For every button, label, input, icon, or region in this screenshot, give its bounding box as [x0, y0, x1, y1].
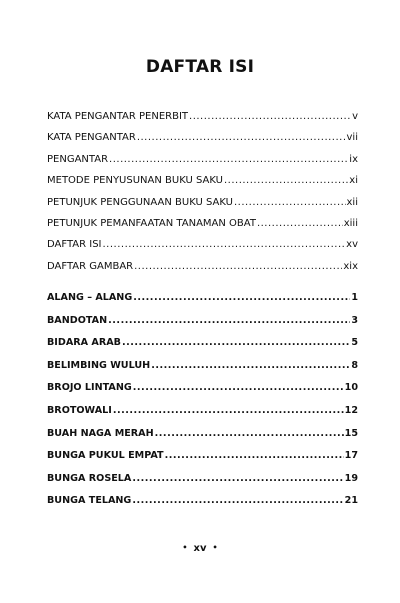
toc-entry[interactable]	[47, 382, 358, 405]
dot-leader	[234, 197, 346, 208]
dot-leader	[103, 239, 346, 250]
toc-entry[interactable]	[47, 315, 358, 338]
bullet-right: •	[212, 543, 218, 552]
toc-entry-label: BELIMBING WULUH	[47, 359, 151, 371]
toc-entry-page: xi	[349, 175, 358, 187]
toc-entry[interactable]	[47, 428, 358, 451]
toc-entry-label: PENGANTAR	[47, 153, 109, 165]
toc-entry-page: ix	[349, 153, 358, 165]
dot-leader	[133, 382, 344, 393]
toc-entry-page: xv	[346, 239, 358, 251]
toc-entry-label: BUNGA ROSELA	[47, 472, 132, 484]
toc-entry-page: 5	[351, 337, 358, 349]
dot-leader	[108, 315, 350, 326]
toc-entry-page: vii	[346, 132, 358, 144]
toc-entry[interactable]	[47, 450, 358, 473]
dot-leader	[189, 111, 351, 122]
toc-entry-page: 19	[344, 472, 358, 484]
toc-entry[interactable]	[47, 132, 358, 153]
toc-entry-label: BUAH NAGA MERAH	[47, 427, 154, 439]
toc-entry-page: v	[352, 111, 358, 122]
toc-entry-page: xii	[346, 196, 358, 208]
page-footer	[0, 543, 400, 554]
toc-entry[interactable]	[47, 405, 358, 428]
toc-entry[interactable]	[47, 154, 358, 175]
toc-entry-label: METODE PENYUSUNAN BUKU SAKU	[47, 175, 223, 187]
toc-entry-page: 3	[351, 314, 358, 326]
toc-entry-label: BROTOWALI	[47, 404, 112, 416]
toc-entry[interactable]	[47, 218, 358, 239]
dot-leader	[122, 337, 350, 348]
page-title: DAFTAR ISI	[145, 57, 255, 77]
toc-entry-label: BUNGA TELANG	[47, 495, 132, 507]
toc-entry-label: DAFTAR ISI	[47, 239, 102, 251]
chapter-list	[47, 292, 358, 518]
dot-leader	[224, 175, 348, 186]
dot-leader	[132, 473, 343, 484]
toc-entry-page: 8	[351, 359, 358, 371]
toc-entry-page: xiii	[343, 217, 358, 229]
toc-entry-label: DAFTAR GAMBAR	[47, 260, 134, 272]
toc-entry[interactable]	[47, 473, 358, 496]
toc-entry[interactable]	[47, 175, 358, 196]
page-number: xv	[193, 543, 207, 554]
toc-entry[interactable]	[47, 495, 358, 518]
dot-leader	[257, 218, 343, 229]
toc-entry-page: 17	[344, 450, 358, 462]
toc-entry[interactable]	[47, 337, 358, 360]
toc-entry[interactable]	[47, 292, 358, 315]
dot-leader	[134, 261, 342, 272]
toc-entry-label: KATA PENGANTAR PENERBIT	[47, 111, 189, 122]
bullet-left: •	[182, 543, 188, 552]
dot-leader	[133, 292, 350, 303]
toc-entry-page: 10	[344, 382, 358, 394]
front-matter-list	[47, 111, 358, 282]
dot-leader	[137, 132, 346, 143]
toc-entry[interactable]	[47, 239, 358, 260]
toc-entry-page: 12	[344, 404, 358, 416]
dot-leader	[109, 154, 348, 165]
dot-leader	[113, 405, 344, 416]
toc-entry[interactable]	[47, 360, 358, 383]
toc-entry-label: PETUNJUK PEMANFAATAN TANAMAN OBAT	[47, 217, 256, 229]
toc-entry-label: BIDARA ARAB	[47, 337, 121, 349]
toc-entry-label: BANDOTAN	[47, 314, 108, 326]
toc-entry[interactable]	[47, 111, 358, 132]
toc-entry-page: 21	[344, 495, 358, 507]
toc-entry[interactable]	[47, 197, 358, 218]
toc-entry-label: PETUNJUK PENGGUNAAN BUKU SAKU	[47, 196, 233, 208]
toc-entry-page: xix	[343, 260, 358, 272]
dot-leader	[132, 495, 343, 506]
toc-entry-page: 15	[344, 427, 358, 439]
toc-entry-label: ALANG – ALANG	[47, 292, 133, 303]
toc-entry-label: KATA PENGANTAR	[47, 132, 136, 144]
toc-entry-label: BUNGA PUKUL EMPAT	[47, 450, 164, 462]
dot-leader	[165, 450, 344, 461]
dot-leader	[155, 428, 344, 439]
dot-leader	[151, 360, 350, 371]
toc-entry[interactable]	[47, 261, 358, 282]
toc-entry-label: BROJO LINTANG	[47, 382, 132, 394]
toc-entry-page: 1	[351, 292, 358, 303]
